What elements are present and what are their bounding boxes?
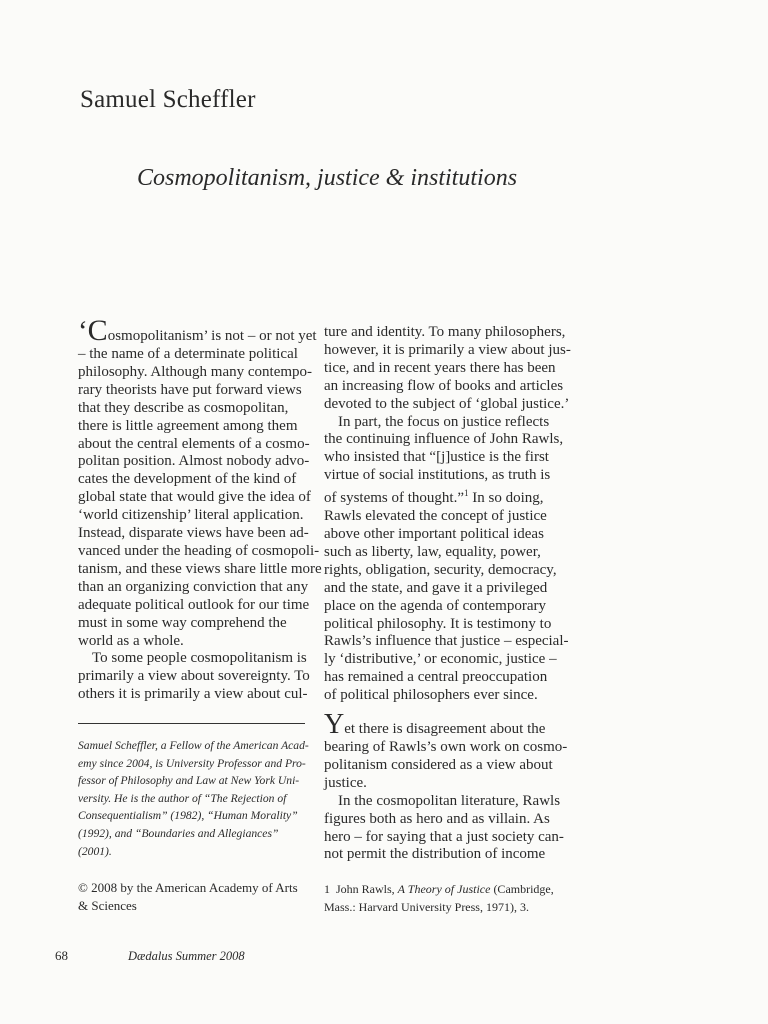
bio-line: Consequentialism” (1982), “Human Morality” (78, 809, 298, 823)
drop-letter: Y (324, 709, 345, 741)
text-line: than an organizing conviction that any (78, 578, 309, 595)
text-line: Instead, disparate views have been ad- (78, 525, 309, 542)
text-line: tanism, and these views share little more (78, 560, 322, 577)
text-line: adequate political outlook for our time (78, 596, 310, 613)
text-line (324, 711, 556, 739)
text-line: – the name of a determinate political (78, 346, 298, 362)
text-line: ‘world citizenship’ literal application. (78, 507, 304, 524)
text-line: rights, obligation, security, democracy, (324, 561, 557, 578)
author-bio (78, 737, 313, 860)
text-line: rary theorists have put forward views (78, 381, 302, 398)
text-line: political philosophy. It is testimony to (324, 615, 552, 632)
column-first-line (78, 314, 317, 347)
footnote-text: (Cambridge, (490, 882, 554, 896)
text-line: must in some way comprehend the (78, 614, 287, 631)
bio-line: Samuel Scheffler, a Fellow of the American Acad- (78, 739, 309, 752)
body-column-right (324, 324, 571, 864)
footnote-line (324, 881, 554, 899)
text-line: justice. (324, 774, 367, 791)
body-column-left (78, 314, 322, 704)
bio-line: emy since 2004, is University Professor and Pro- (78, 756, 306, 770)
text-line: In the cosmopolitan literature, Rawls (338, 792, 561, 809)
text-line: In part, the focus on justice reflects (338, 413, 550, 430)
text-line: tice, and in recent years there has been (324, 359, 556, 376)
text-line: global state that would give the idea of (78, 489, 311, 506)
text-line: figures both as hero and as villain. As (324, 810, 550, 827)
text-line: others it is primarily a view about cul- (78, 686, 308, 703)
text-line: philosophy. Although many contempo- (78, 363, 313, 380)
text-line: of political philosophers ever since. (324, 687, 538, 704)
author-name: Samuel Scheffler (80, 86, 256, 113)
text-line: the continuing influence of John Rawls, (324, 431, 564, 448)
text-line: who insisted that “[j]ustice is the first (324, 449, 549, 466)
text-line: above other important political ideas (324, 525, 544, 542)
quote-after: In so doing, (468, 490, 544, 507)
text-line: Rawls elevated the concept of justice (324, 508, 547, 525)
copyright-line: & Sciences (78, 897, 137, 913)
text-line: cates the development of the kind of (78, 471, 297, 488)
bio-line: fessor of Philosophy and Law at New York Uni- (78, 774, 300, 788)
copyright-notice (78, 879, 298, 914)
bio-divider (78, 723, 305, 724)
footnote-marker: 1 (464, 488, 469, 499)
footnote-number: 1 (324, 882, 330, 896)
text-line: primarily a view about sovereignty. To (78, 668, 310, 685)
journal-footer: Dædalus Summer 2008 (128, 949, 245, 963)
text-line: To some people cosmopolitanism is (92, 650, 307, 667)
first-line-text: osmopolitanism’ is not – or not yet (107, 328, 317, 344)
text-line: hero – for saying that a just society can- (324, 828, 564, 845)
text-line: Rawls’s influence that justice – especial- (324, 633, 569, 650)
article-title: Cosmopolitanism, justice & institutions (137, 165, 518, 191)
text-line: virtue of social institutions, as truth is (324, 467, 551, 484)
bio-line: (1992), and “Boundaries and Allegiances” (78, 826, 279, 840)
text-line (324, 485, 556, 508)
text-line: there is little agreement among them (78, 417, 298, 434)
footnote-line: Mass.: Harvard University Press, 1971), 3. (324, 899, 529, 914)
page-number: 68 (55, 948, 68, 963)
text-line: vanced under the heading of cosmopoli- (78, 542, 320, 559)
text-line: ture and identity. To many philosophers, (324, 324, 566, 340)
quote-end: of systems of thought.” (324, 490, 464, 507)
text-line: such as liberty, law, equality, power, (324, 543, 541, 560)
text-line: bearing of Rawls’s own work on cosmo- (324, 739, 568, 756)
text-line: politanism considered as a view about (324, 756, 553, 773)
text-line: that they describe as cosmopolitan, (78, 399, 289, 416)
bio-line: (2001). (78, 844, 112, 858)
text-line: an increasing flow of books and articles (324, 377, 564, 394)
text-line: devoted to the subject of ‘global justice.’ (324, 395, 570, 412)
text-line: place on the agenda of contemporary (324, 597, 546, 614)
text-line: ly ‘distributive,’ or economic, justice – (324, 651, 557, 668)
opening-quote: ‘ (78, 315, 88, 347)
drop-letter: C (87, 314, 108, 347)
footnote (324, 881, 554, 916)
copyright-line: © 2008 by the American Academy of Arts (78, 880, 298, 895)
text-line: about the central elements of a cosmo- (78, 435, 310, 452)
footnote-text: John Rawls, (336, 882, 398, 896)
text-line: politan position. Almost nobody advo- (78, 453, 310, 470)
text-line: not permit the distribution of income (324, 846, 546, 863)
bio-line: versity. He is the author of “The Rejection of (78, 791, 287, 805)
first-line-text: et there is disagreement about the (344, 721, 546, 738)
text-line: and the state, and gave it a privileged (324, 579, 548, 596)
footnote-book-title: A Theory of Justice (397, 882, 491, 896)
text-line: has remained a central preoccupation (324, 669, 548, 686)
text-line: world as a whole. (78, 632, 184, 649)
text-line: however, it is primarily a view about jus- (324, 341, 571, 358)
